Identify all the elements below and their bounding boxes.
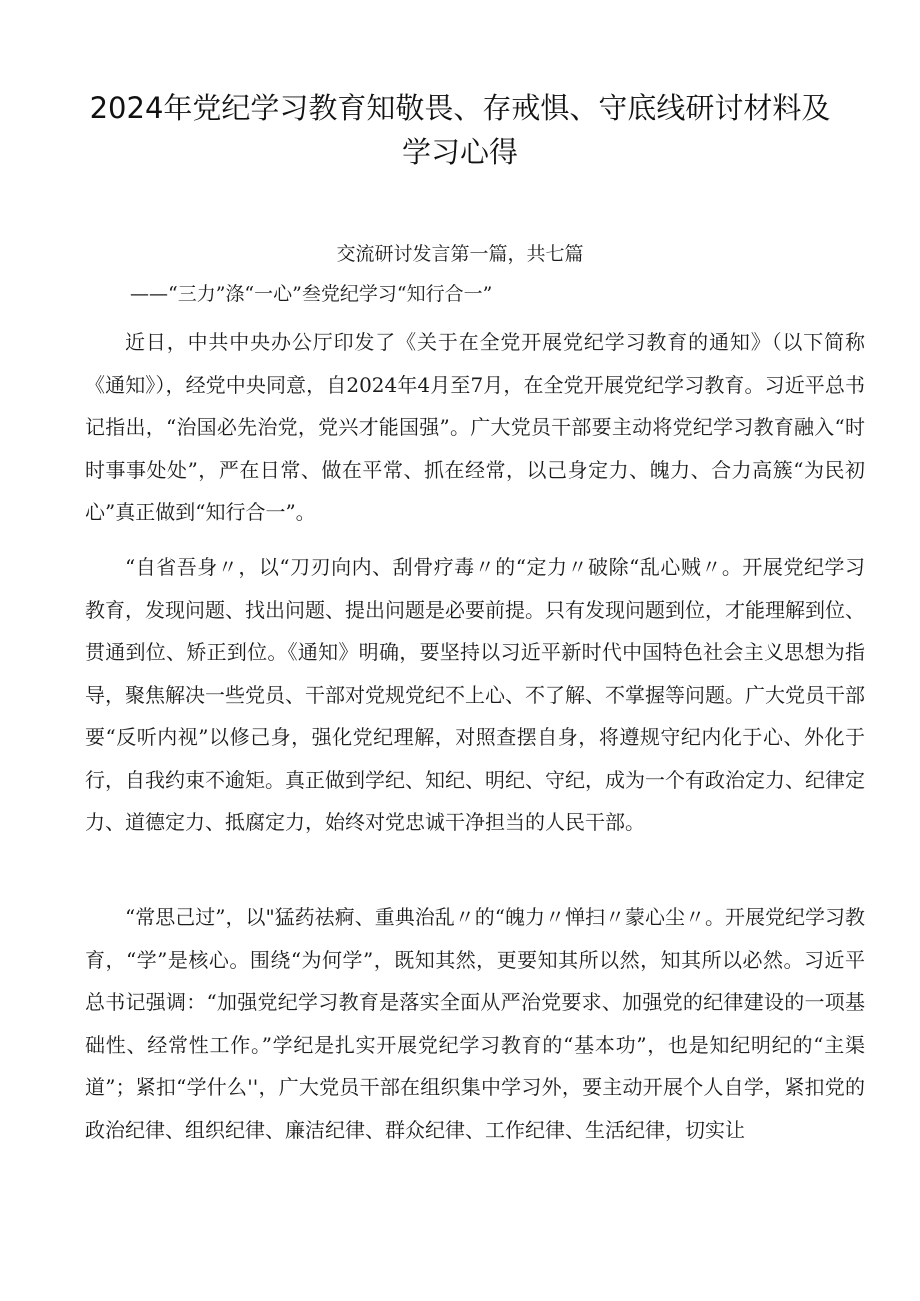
document-subtitle: 交流研讨发言第一篇，共七篇 xyxy=(336,243,584,265)
document-title: 2024年党纪学习教育知敬畏、存戒惧、守底线研讨材料及学习心得 xyxy=(89,91,831,169)
document-tagline: ——“三力”涤“一心”叁党纪学习“知行合一” xyxy=(130,283,493,305)
body-paragraph-2: “自省吾身〃，以“刀刃向内、刮骨疗毒〃的“定力〃破除“乱心贼〃。开展党纪学习教育，发现问题、找出问题、提出问题是必要前提。只有发现问题到位，才能理解到位、贯通到位、矫正到位。《通知》明确，要坚持以习近平新时代中国特色社会主义思想为指导，聚焦解决一些党员、干部对党规党纪不上心、不了解、不掌握等问题。广大党员干部要“反听内视”以修己身，强化党纪理解，对照查摆自身，将遵规守纪内化于心、外化于行，自我约束不逾矩。真正做到学纪、知纪、明纪、守纪，成为一个有政治定力、纪律定力、道德定力、抵腐定力，始终对党忠诚干净担当的人民干部。 xyxy=(85,555,865,834)
body-paragraph-3: “常思己过”，以"猛药祛痾、重典治乱〃的“魄力〃惮扫〃蒙心尘〃。开展党纪学习教育，“学”是核心。围绕“为何学”，既知其然，更要知其所以然，知其所以必然。习近平总书记强调：“加强党纪学习教育是落实全面从严治党要求、加强党的纪律建设的一项基础性、经常性工作。”学纪是扎实开展党纪学习教育的“基本功”，也是知纪明纪的“主渠道”；紧扣“学什么''，广大党员干部在组织集中学习外，要主动开展个人自学，紧扣党的政治纪律、组织纪律、廉洁纪律、群众纪律、工作纪律、生活纪律，切实让 xyxy=(85,905,865,1142)
body-paragraph-1: 近日，中共中央办公厅印发了《关于在全党开展党纪学习教育的通知》（以下简称《通知》），经党中央同意，自2024年4月至7月，在全党开展党纪学习教育。习近平总书记指出，“治国必先治党，党兴才能国强”。广大党员干部要主动将党纪学习教育融入“时时事事处处”，严在日常、做在平常、抓在经常，以己身定力、魄力、合力高簇“为民初心”真正做到“知行合一”。 xyxy=(85,330,865,524)
